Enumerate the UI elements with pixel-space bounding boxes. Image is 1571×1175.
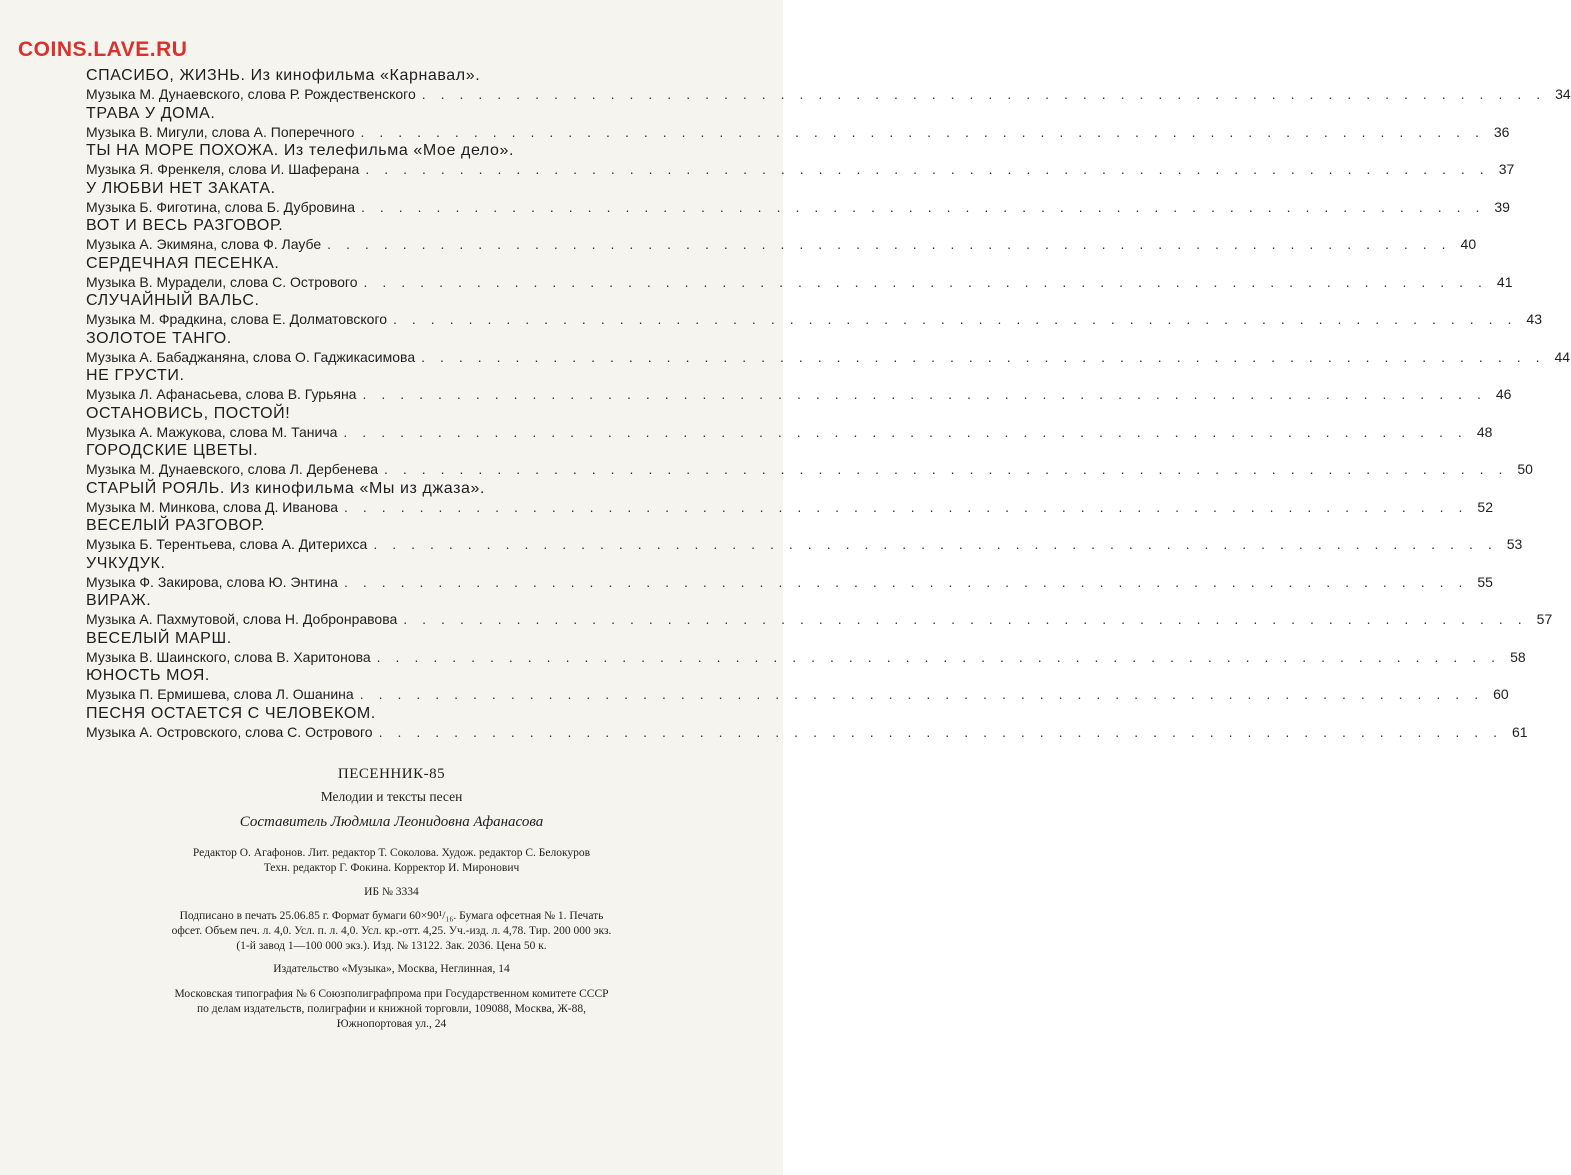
toc-entry (86, 66, 1571, 104)
dot-leader: ............................................................ (383, 461, 1518, 477)
toc-entry (86, 479, 1493, 517)
page-number: 34 (1555, 86, 1571, 102)
song-credit: Музыка Б. Фиготина, слова Б. Дубровина (86, 198, 355, 215)
specs-line-3: (1-й завод 1—100 000 экз.). Изд. № 13122. Зак. 2036. Цена 50 к. (236, 940, 547, 952)
song-credit: Музыка А. Островского, слова С. Острового (86, 723, 373, 740)
credit-line (86, 573, 1493, 591)
page-number: 41 (1496, 273, 1513, 290)
table-of-contents (86, 66, 1571, 741)
credit-line (86, 648, 1526, 666)
dot-leader: ............................................................ (343, 573, 1478, 590)
credit-line (86, 160, 1515, 178)
credit-line (86, 535, 1523, 553)
toc-entry (86, 329, 1571, 367)
page-number: 53 (1506, 536, 1523, 552)
credit-line (86, 385, 1512, 403)
dot-leader: ............................................................ (376, 648, 1511, 665)
page-number: 61 (1512, 723, 1528, 740)
toc-entry (86, 704, 1528, 742)
printer-line-1: Московская типография № 6 Союзполиграфпрома при Государственном комитете СССР (174, 988, 609, 1000)
page-number: 52 (1477, 498, 1493, 515)
imprint-block (0, 764, 783, 1032)
song-title: НЕ ГРУСТИ. (86, 367, 185, 384)
song-credit: Музыка П. Ермишева, слова Л. Ошанина (86, 686, 354, 702)
dot-leader: ............................................................ (421, 86, 1556, 102)
song-title: ВЕСЕЛЫЙ РАЗГОВОР. (86, 517, 266, 534)
page-number: 48 (1476, 423, 1493, 440)
song-credit: Музыка М. Дунаевского, слова Р. Рождественского (86, 86, 416, 102)
song-credit: Музыка А. Пахмутовой, слова Н. Добронравова (86, 611, 398, 627)
printer-line-2: по делам издательств, полиграфии и книжной торговли, 109088, Москва, Ж-88, (197, 1003, 586, 1015)
credit-line (86, 235, 1477, 253)
toc-entry (86, 179, 1510, 217)
dot-leader: ............................................................ (421, 348, 1555, 365)
toc-entry (86, 141, 1515, 179)
song-credit: Музыка А. Экимяна, слова Ф. Лаубе (86, 236, 322, 252)
page-number: 40 (1460, 236, 1477, 252)
page-number: 36 (1493, 123, 1510, 140)
song-title: ПЕСНЯ ОСТАЕТСЯ С ЧЕЛОВЕКОМ. (86, 704, 376, 722)
page-number: 50 (1517, 461, 1533, 477)
credit-line (86, 460, 1533, 478)
toc-entry (86, 291, 1542, 329)
toc-entry (86, 104, 1510, 142)
credit-line (86, 85, 1571, 103)
toc-entry (86, 254, 1513, 292)
song-title: ЗОЛОТОЕ ТАНГО. (86, 329, 232, 347)
page-number: 46 (1495, 386, 1512, 402)
credit-line (86, 273, 1513, 291)
ib-number: ИБ № 3334 (364, 886, 419, 898)
song-credit: Музыка А. Мажукова, слова М. Танича (86, 423, 338, 440)
credit-line (86, 723, 1528, 741)
credit-line (86, 498, 1493, 516)
dot-leader: ............................................................ (343, 423, 1477, 440)
song-title: СЕРДЕЧНАЯ ПЕСЕНКА. (86, 254, 280, 272)
song-title: ТРАВА У ДОМА. (86, 104, 216, 122)
song-title: ВИРАЖ. (86, 592, 152, 609)
song-credit: Музыка В. Шаинского, слова В. Харитонова (86, 648, 371, 665)
song-title: СТАРЫЙ РОЯЛЬ. Из кинофильма «Мы из джаза». (86, 479, 486, 497)
song-title: ВЕСЕЛЫЙ МАРШ. (86, 629, 232, 647)
dot-leader: ............................................................ (378, 723, 1512, 740)
staff-line-1: Редактор О. Агафонов. Лит. редактор Т. Соколова. Худож. редактор С. Белокуров (192, 847, 591, 859)
credit-line (86, 423, 1493, 441)
toc-entry (86, 516, 1523, 554)
dot-leader: ............................................................ (344, 498, 1478, 515)
page-number: 57 (1536, 611, 1553, 627)
song-credit: Музыка Ф. Закирова, слова Ю. Энтина (86, 573, 338, 590)
song-title: ВОТ И ВЕСЬ РАЗГОВОР. (86, 217, 284, 234)
song-title: У ЛЮБВИ НЕТ ЗАКАТА. (86, 179, 276, 197)
page-number: 60 (1493, 686, 1509, 702)
book-title: ПЕСЕННИК-85 (337, 766, 446, 782)
compiler-line: Составитель Людмила Леонидовна Афанасова (239, 814, 544, 830)
credit-line (86, 685, 1509, 703)
song-credit: Музыка Я. Френкеля, слова И. Шаферана (86, 161, 360, 177)
song-title: ТЫ НА МОРЕ ПОХОЖА. Из телефильма «Мое дело». (86, 142, 515, 159)
toc-entry (86, 554, 1493, 592)
page-number: 43 (1526, 311, 1542, 327)
toc-entry (86, 666, 1509, 704)
page-number: 39 (1494, 198, 1510, 215)
credit-line (86, 348, 1571, 366)
dot-leader: ............................................................ (361, 198, 1495, 215)
toc-entry (86, 366, 1512, 404)
staff-line-2: Техн. редактор Г. Фокина. Корректор И. Миронович (263, 862, 520, 874)
toc-entry (86, 404, 1493, 442)
dot-leader: ............................................................ (403, 611, 1537, 627)
specs-line-2: офсет. Объем печ. л. 4,0. Усл. п. л. 4,0. Усл. кр.-отт. 4,25. Уч.-изд. л. 4,78. Тир. 200 000 экз. (171, 925, 612, 937)
toc-entry (86, 629, 1526, 667)
dot-leader: ............................................................ (365, 161, 1499, 177)
specs-line-1: Подписано в печать 25.06.85 г. Формат бумаги 60×90¹/₁₆. Бумага офсетная № 1. Печать (179, 910, 604, 922)
song-credit: Музыка В. Мурадели, слова С. Острового (86, 273, 358, 290)
song-title: ОСТАНОВИСЬ, ПОСТОЙ! (86, 404, 291, 422)
dot-leader: ............................................................ (360, 123, 1494, 140)
credit-line (86, 310, 1542, 328)
song-title: СПАСИБО, ЖИЗНЬ. Из кинофильма «Карнавал». (86, 67, 481, 84)
dot-leader: ............................................................ (327, 236, 1461, 252)
toc-entry (86, 216, 1477, 254)
toc-entry (86, 591, 1553, 629)
dot-leader: ............................................................ (362, 386, 1496, 402)
page-number: 55 (1477, 573, 1493, 590)
dot-leader: ............................................................ (373, 536, 1507, 552)
page-number: 37 (1498, 161, 1515, 177)
song-title: ЮНОСТЬ МОЯ. (86, 667, 210, 684)
credit-line (86, 123, 1510, 141)
publisher-line: Издательство «Музыка», Москва, Неглинная, 14 (273, 963, 510, 975)
song-credit: Музыка Л. Афанасьева, слова В. Гурьяна (86, 386, 357, 402)
credit-line (86, 198, 1510, 216)
song-credit: Музыка М. Дунаевского, слова Л. Дербенева (86, 461, 378, 477)
dot-leader: ............................................................ (363, 273, 1497, 290)
song-credit: Музыка А. Бабаджаняна, слова О. Гаджикасимова (86, 348, 416, 365)
printer-line-3: Южнопортовая ул., 24 (336, 1018, 447, 1030)
toc-entry (86, 441, 1533, 479)
dot-leader: ............................................................ (359, 686, 1494, 702)
site-watermark: COINS.LAVE.RU (18, 38, 188, 61)
song-title: ГОРОДСКИЕ ЦВЕТЫ. (86, 442, 259, 459)
song-credit: Музыка М. Фрадкина, слова Е. Долматовского (86, 311, 388, 327)
dot-leader: ............................................................ (393, 311, 1527, 327)
page-number: 58 (1510, 648, 1526, 665)
credit-line (86, 610, 1553, 628)
song-credit: Музыка Б. Терентьева, слова А. Дитерихса (86, 536, 368, 552)
book-subtitle: Мелодии и тексты песен (320, 789, 463, 804)
page-number: 44 (1554, 348, 1571, 365)
song-title: СЛУЧАЙНЫЙ ВАЛЬС. (86, 292, 260, 309)
song-credit: Музыка М. Минкова, слова Д. Иванова (86, 498, 339, 515)
song-title: УЧКУДУК. (86, 554, 166, 572)
song-credit: Музыка В. Мигули, слова А. Поперечного (86, 123, 355, 140)
